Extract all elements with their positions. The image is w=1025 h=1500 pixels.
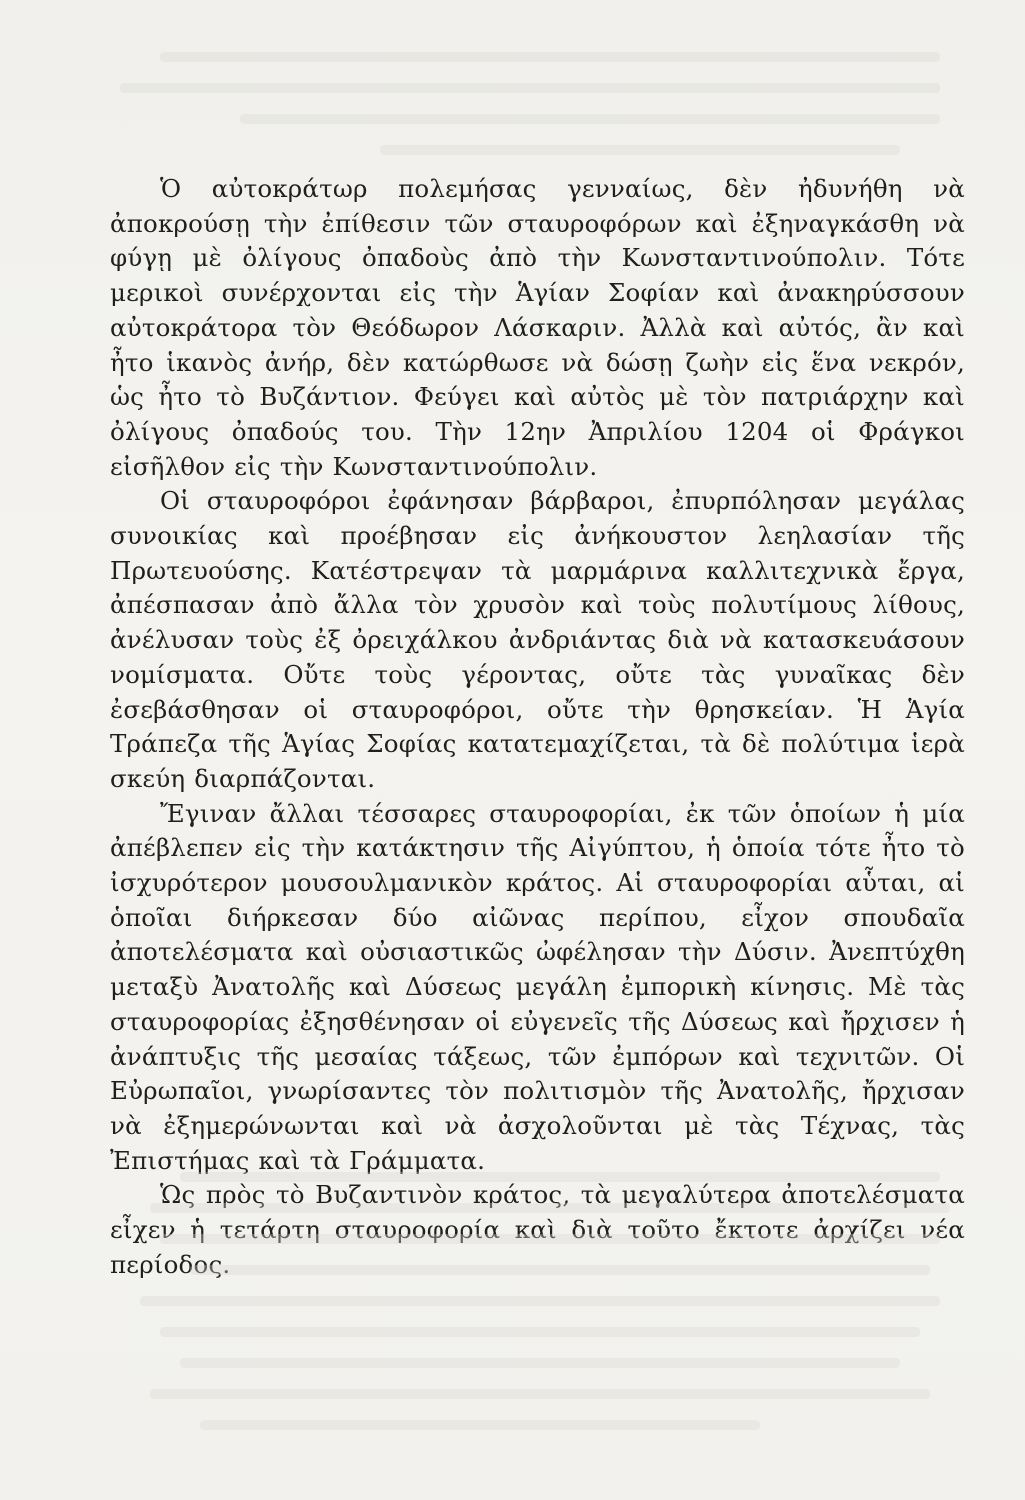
paragraph-3: Ἔγιναν ἄλλαι τέσσαρες σταυροφορίαι, ἐκ τῶν ὁποίων ἡ μία ἀπέβλεπεν εἰς τὴν κατάκτησιν τῆς Αἰγύπτου, ἡ ὁποία τότε ἦτο τὸ ἰσχυρότερον μουσουλμανικὸν κράτος. Αἱ σταυροφορίαι αὗται, αἱ ὁποῖαι διήρκεσαν δύο αἰῶνας περίπου, εἶχον σπουδαῖα ἀποτελέσματα καὶ οὐσιαστικῶς ὠφέλησαν τὴν Δύσιν. Ἀνεπτύχθη μεταξὺ Ἀνατολῆς καὶ Δύσεως μεγάλη ἐμπορικὴ κίνησις. Μὲ τὰς σταυροφορίας ἐξησθένησαν οἱ εὐγενεῖς τῆς Δύσεως καὶ ἤρχισεν ἡ ἀνάπτυξις τῆς μεσαίας τάξεως, τῶν ἐμπόρων καὶ τεχνιτῶν. Οἱ Εὐρωπαῖοι, γνωρίσαντες τὸν πολιτισμὸν τῆς Ἀνατολῆς, ἤρχισαν νὰ ἐξημερώνωνται καὶ νὰ ἀσχολοῦνται μὲ τὰς Τέχνας, τὰς Ἐπιστήμας καὶ τὰ Γράμματα. <box>110 798 965 1175</box>
main-text <box>110 172 965 1283</box>
bleed-through-bottom <box>120 1160 980 1430</box>
paragraph-2: Οἱ σταυροφόροι ἐφάνησαν βάρβαροι, ἐπυρπόλησαν μεγάλας συνοικίας καὶ προέβησαν εἰς ἀνήκουστον λεηλασίαν τῆς Πρωτευούσης. Κατέστρεψαν τὰ μαρμάρινα καλλιτεχνικὰ ἔργα, ἀπέσπασαν ἀπὸ ἄλλα τὸν χρυσὸν καὶ τοὺς πολυτίμους λίθους, ἀνέλυσαν τοὺς ἐξ ὀρειχάλκου ἀνδριάντας διὰ νὰ κατασκευάσουν νομίσματα. Οὔτε τοὺς γέροντας, οὔτε τὰς γυναῖκας δὲν ἐσεβάσθησαν οἱ σταυροφόροι, οὔτε τὴν θρησκείαν. Ἡ Ἁγία Τράπεζα τῆς Ἁγίας Σοφίας κατατεμαχίζεται, τὰ δὲ πολύτιμα ἱερὰ σκεύη διαρπάζονται. <box>110 486 965 793</box>
bleed-through-top <box>120 40 980 180</box>
paragraph-4: Ὡς πρὸς τὸ Βυζαντινὸν κράτος, τὰ μεγαλύτερα ἀποτελέσματα εἶχεν ἡ τετάρτη σταυροφορία καὶ διὰ τοῦτο ἔκτοτε ἀρχίζει νέα περίοδος. <box>110 1180 965 1279</box>
paragraph-1: Ὁ αὐτοκράτωρ πολεμήσας γενναίως, δὲν ἠδυνήθη νὰ ἀποκρούσῃ τὴν ἐπίθεσιν τῶν σταυροφόρων καὶ ἐξηναγκάσθη νὰ φύγῃ μὲ ὀλίγους ὀπαδοὺς ἀπὸ τὴν Κωνσταντινούπολιν. Τότε μερικοὶ συνέρχονται εἰς τὴν Ἁγίαν Σοφίαν καὶ ἀνακηρύσσουν αὐτοκράτορα τὸν Θεόδωρον Λάσκαριν. Ἀλλὰ καὶ αὐτός, ἂν καὶ ἦτο ἱκανὸς ἀνήρ, δὲν κατώρθωσε νὰ δώσῃ ζωὴν εἰς ἕνα νεκρόν, ὡς ἦτο τὸ Βυζάντιον. Φεύγει καὶ αὐτὸς μὲ τὸν πατριάρχην καὶ ὀλίγους ὀπαδούς του. Τὴν 12ην Ἀπριλίου 1204 οἱ Φράγκοι εἰσῆλθον εἰς τὴν Κωνσταντινούπολιν. <box>110 174 965 481</box>
